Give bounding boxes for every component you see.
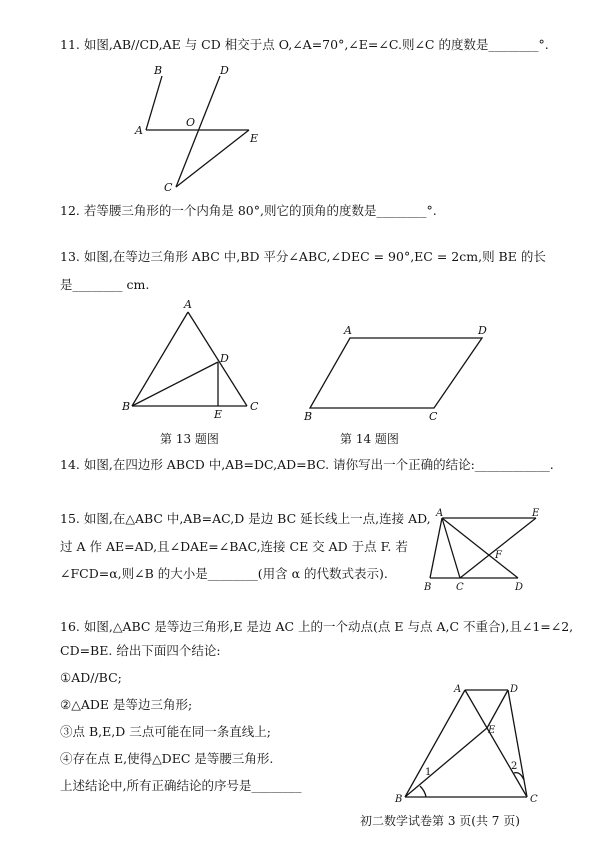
label-e: E bbox=[488, 725, 496, 736]
label-b: B bbox=[304, 410, 313, 423]
page-footer: 初二数学试卷第 3 页(共 7 页) bbox=[360, 814, 520, 828]
angle-1-arc bbox=[420, 786, 426, 797]
conclusion-4: ④存在点 E,使得△DEC 是等腰三角形. bbox=[60, 751, 274, 766]
label-b: B bbox=[154, 64, 163, 77]
angle-1-label: 1 bbox=[425, 767, 432, 778]
angle-2-label: 2 bbox=[511, 761, 518, 772]
question-11: 11. 如图,AB//CD,AE 与 CD 相交于点 O,∠A=70°,∠E=∠C.则∠C 的度数是________°. bbox=[60, 37, 549, 52]
label-a: A bbox=[184, 298, 192, 311]
figure-14 bbox=[298, 320, 498, 425]
segment-be bbox=[405, 728, 487, 797]
label-a: A bbox=[344, 324, 352, 337]
label-o: O bbox=[186, 116, 196, 129]
label-c: C bbox=[530, 794, 538, 805]
label-e: E bbox=[214, 408, 223, 420]
label-c: C bbox=[429, 410, 438, 423]
label-d: D bbox=[515, 582, 524, 593]
figure-13 bbox=[120, 298, 270, 420]
label-a: A bbox=[436, 508, 444, 519]
label-a: A bbox=[135, 124, 143, 137]
label-b: B bbox=[122, 400, 131, 413]
figure-16 bbox=[392, 676, 552, 806]
question-15-line-2: 过 A 作 AE=AD,且∠DAE=∠BAC,连接 CE 交 AD 于点 F. 若 bbox=[60, 539, 408, 554]
question-16-line-3: 上述结论中,所有正确结论的序号是________ bbox=[60, 778, 302, 793]
caption-figure-14: 第 14 题图 bbox=[340, 432, 399, 446]
label-e: E bbox=[250, 132, 259, 145]
segment-ce bbox=[460, 518, 536, 578]
question-16-line-1: 16. 如图,△ABC 是等边三角形,E 是边 AC 上的一个动点(点 E 与点 A,C 不重合),且∠1=∠2, bbox=[60, 619, 574, 634]
segment-ab bbox=[430, 518, 442, 578]
segment-ab bbox=[405, 690, 465, 797]
segment-ab bbox=[146, 76, 162, 130]
label-a: A bbox=[454, 684, 462, 695]
label-d: D bbox=[220, 64, 229, 77]
conclusion-1: ①AD//BC; bbox=[60, 670, 122, 685]
figure-11 bbox=[130, 60, 280, 195]
segment-ad bbox=[442, 518, 518, 578]
figure-15 bbox=[420, 506, 550, 594]
conclusion-3: ③点 B,E,D 三点可能在同一条直线上; bbox=[60, 724, 271, 739]
caption-figure-13: 第 13 题图 bbox=[160, 432, 219, 446]
label-d: D bbox=[510, 684, 519, 695]
question-14: 14. 如图,在四边形 ABCD 中,AB=DC,AD=BC. 请你写出一个正确的结论:____________. bbox=[60, 457, 554, 472]
label-e: E bbox=[532, 508, 540, 519]
label-c: C bbox=[164, 181, 173, 194]
segment-ac bbox=[442, 518, 460, 578]
question-12: 12. 若等腰三角形的一个内角是 80°,则它的顶角的度数是________°. bbox=[60, 203, 437, 218]
parallelogram-abcd bbox=[310, 338, 482, 408]
label-b: B bbox=[395, 794, 403, 805]
label-f: F bbox=[495, 550, 502, 561]
question-15-line-1: 15. 如图,在△ABC 中,AB=AC,D 是边 BC 延长线上一点,连接 AD, bbox=[60, 511, 431, 526]
label-c: C bbox=[250, 400, 259, 413]
question-16-line-2: CD=BE. 给出下面四个结论: bbox=[60, 643, 221, 658]
conclusion-2: ②△ADE 是等边三角形; bbox=[60, 697, 193, 712]
label-d: D bbox=[220, 352, 229, 365]
question-13-line-2: 是________ cm. bbox=[60, 277, 150, 292]
question-13-line-1: 13. 如图,在等边三角形 ABC 中,BD 平分∠ABC,∠DEC = 90°,EC = 2cm,则 BE 的长 bbox=[60, 249, 546, 264]
question-15-line-3: ∠FCD=α,则∠B 的大小是________(用含 α 的代数式表示). bbox=[60, 566, 388, 581]
label-c: C bbox=[456, 582, 464, 593]
segment-de bbox=[487, 690, 508, 728]
label-d: D bbox=[478, 324, 487, 337]
label-b: B bbox=[424, 582, 432, 593]
